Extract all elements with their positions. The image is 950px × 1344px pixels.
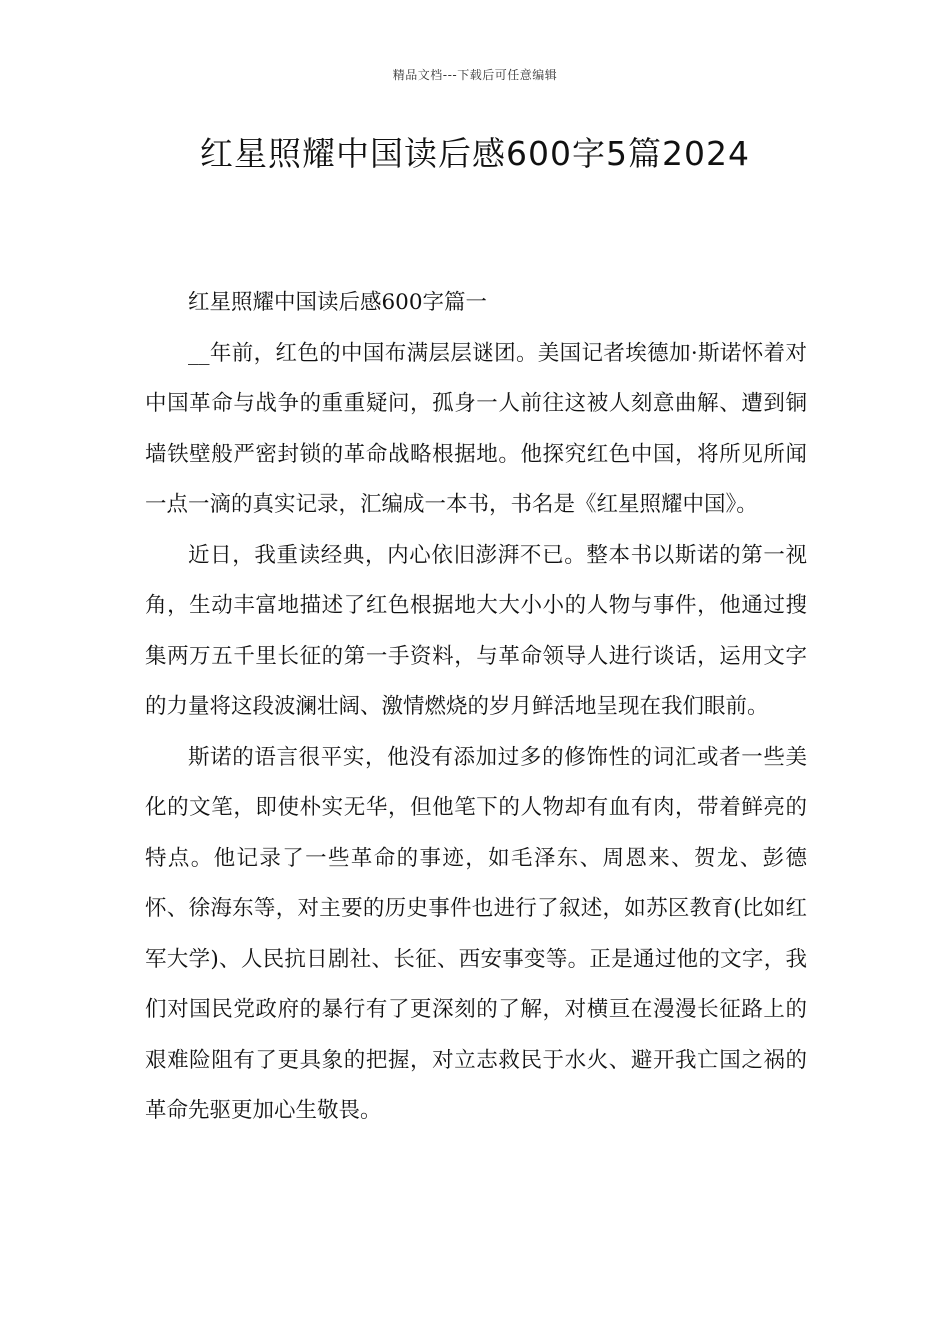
paragraph-2: 近日，我重读经典，内心依旧澎湃不已。整本书以斯诺的第一视角，生动丰富地描述了红色根据地大大小小的人物与事件，他通过搜集两万五千里长征的第一手资料，与革命领导人进行谈话，运用文字的力量将这段波澜壮阔、激情燃烧的岁月鲜活地呈现在我们眼前。	[145, 542, 807, 719]
document-body	[145, 278, 807, 1137]
section-heading: 红星照耀中国读后感600字篇一	[188, 290, 488, 315]
document-title: 红星照耀中国读后感600字5篇2024	[200, 134, 750, 173]
header-note: 精品文档---下载后可任意编辑	[392, 68, 558, 82]
paragraph-1: __年前，红色的中国布满层层谜团。美国记者埃德加·斯诺怀着对中国革命与战争的重重疑问，孤身一人前往这被人刻意曲解、遭到铜墙铁壁般严密封锁的革命战略根据地。他探究红色中国，将所见所闻一点一滴的真实记录，汇编成一本书，书名是《红星照耀中国》。	[145, 340, 807, 517]
paragraph-3: 斯诺的语言很平实，他没有添加过多的修饰性的词汇或者一些美化的文笔，即使朴实无华，但他笔下的人物却有血有肉，带着鲜亮的特点。他记录了一些革命的事迹，如毛泽东、周恩来、贺龙、彭德怀、徐海东等，对主要的历史事件也进行了叙述，如苏区教育(比如红军大学)、人民抗日剧社、长征、西安事变等。正是通过他的文字，我们对国民党政府的暴行有了更深刻的了解，对横亘在漫漫长征路上的艰难险阻有了更具象的把握，对立志救民于水火、避开我亡国之祸的革命先驱更加心生敬畏。	[145, 744, 807, 1123]
